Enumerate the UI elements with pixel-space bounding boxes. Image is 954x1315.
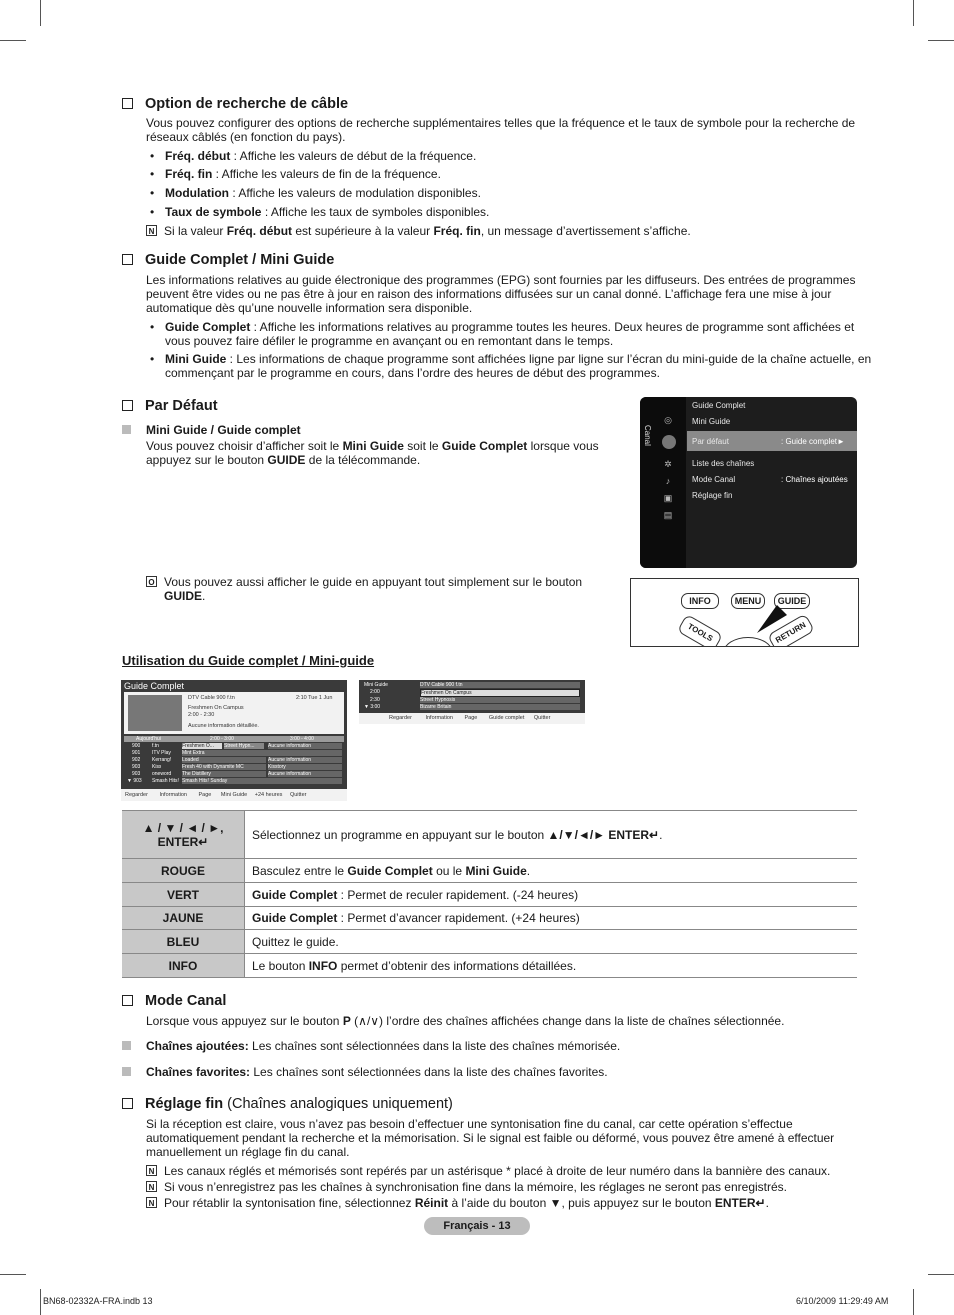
checkbox-icon [122, 1098, 133, 1109]
program-detail: Aucune information détaillée. [188, 723, 259, 729]
key-label: JAUNE [122, 907, 245, 930]
table-row[interactable]: 903 oneword The Distillery Aucune information [124, 771, 344, 777]
list-item[interactable]: ▼ 3:00 Bizarre Britain [362, 704, 582, 710]
list-item: • Modulation : Affiche les valeurs de modulation disponibles. [150, 186, 873, 200]
return-button[interactable]: RETURN [767, 613, 815, 647]
list-item: • Taux de symbole : Affiche les taux de symboles disponibles. [150, 205, 873, 219]
cable-intro: Vous pouvez configurer des options de recherche supplémentaires telles que la fréquence et le taux de symbole pour la recherche de réseaux câblés (en fonction du pays). [146, 116, 856, 144]
file-name: BN68-02332A-FRA.indb 13 [43, 1296, 153, 1306]
channel-name: DTV Cable 900 f.tn [188, 695, 235, 701]
menu-value: : Chaînes ajoutées [781, 475, 848, 484]
mini-guide-screen [359, 680, 585, 724]
picture-icon: ▣ [663, 493, 673, 503]
key-label: VERT [122, 883, 245, 907]
note: O Vous pouvez aussi afficher le guide en appuyant tout simplement sur le bouton GUIDE. [146, 575, 624, 603]
crop-mark [0, 40, 26, 41]
note: N Pour rétablir la syntonisation fine, sélectionnez Réinit à l’aide du bouton ▼, puis appuyez sur le bouton ENTER↵. [146, 1196, 876, 1210]
table-row [122, 811, 857, 859]
info-button[interactable]: INFO [681, 593, 719, 609]
key-description: Guide Complet : Permet de reculer rapidement. (-24 heures) [245, 883, 858, 907]
dpad-ring[interactable] [723, 637, 773, 647]
modecanal-intro: Lorsque vous appuyez sur le bouton P (∧/∨) l’ordre des chaînes affichées change dans la liste de chaînes sélectionnée. [146, 1014, 785, 1028]
key-label: ▲ / ▼ / ◄ / ►, ENTER↵ [122, 811, 245, 859]
section-title-guide: Guide Complet / Mini Guide [122, 252, 334, 268]
guide-footer: Regarder Information Page Guide complet Quitter [359, 713, 585, 724]
table-row[interactable]: 903 Kiss Fresh 40 with Dynamite MC Kisstory [124, 764, 344, 770]
menu-item[interactable]: Réglage fin [692, 491, 733, 500]
list-item: Chaînes favorites: Les chaînes sont sélectionnées dans la liste des chaînes favorites. [146, 1065, 608, 1079]
screen-title: Guide Complet [124, 681, 185, 691]
list-item: • Mini Guide : Les informations de chaque programme sont affichées ligne par ligne sur l’écran du mini-guide de la chaîne actuelle, en commençant par le programme en cours, dans l’ordre des heures de début des programmes. [150, 352, 873, 380]
pardefaut-text: Vous pouvez choisir d’afficher soit le Mini Guide soit le Guide Complet lorsque vous appuyez sur le bouton GUIDE de la télécommande. [146, 439, 599, 467]
section-title-modecanal: Mode Canal [122, 993, 226, 1009]
table-row[interactable]: 900 f.tn Freshmen O... Street Hypn... Aucune information [124, 743, 344, 749]
print-date: 6/10/2009 11:29:49 AM [796, 1296, 889, 1306]
square-bullet-icon [122, 425, 131, 434]
program-time: 2:00 - 2:30 [188, 712, 215, 718]
list-item: • Fréq. début : Affiche les valeurs de début de la fréquence. [150, 149, 873, 163]
setup-icon: ✲ [664, 459, 672, 469]
pardefaut-subtitle: Mini Guide / Guide complet [146, 423, 301, 437]
guide-footer: Regarder Information Page Mini Guide +24 heures Quitter [121, 789, 347, 801]
square-bullet-icon [122, 1067, 131, 1076]
reglage-intro: Si la réception est claire, vous n’avez pas besoin d’effectuer une syntonisation fine du canal, car cette opération s’effectue automatiquement pendant la recherche et la mémorisation. Si le signal est faible ou déformé, vous pouvez être amené à effectuer manuellement un réglage fin du canal. [146, 1117, 835, 1159]
table-row[interactable]: 902 Kerrang! Loaded Aucune information [124, 757, 344, 763]
key-label: INFO [122, 954, 245, 978]
note-icon: N [146, 1197, 157, 1208]
note-icon: O [146, 576, 157, 587]
checkbox-icon [122, 98, 133, 109]
page-number: Français - 13 [424, 1217, 530, 1235]
tools-button[interactable]: TOOLS [677, 614, 723, 647]
table-row[interactable]: 901 ITV Play Mint Extra [124, 750, 344, 756]
menu-sidebar [640, 397, 686, 568]
list-item[interactable]: 2:30 Street Hypnosis [362, 697, 582, 703]
preview-thumbnail [128, 695, 182, 731]
key-description: Basculez entre le Guide Complet ou le Mini Guide. [245, 859, 858, 883]
note: N Les canaux réglés et mémorisés sont repérés par un astérisque * placé à droite de leur numéro dans la bannière des canaux. [146, 1164, 876, 1178]
crop-mark [913, 1289, 914, 1315]
crop-mark [0, 1274, 26, 1275]
key-label: BLEU [122, 930, 245, 954]
key-description: Le bouton INFO permet d’obtenir des informations détaillées. [245, 954, 858, 978]
table-row [122, 907, 857, 930]
guide-button[interactable]: GUIDE [774, 593, 810, 609]
table-row[interactable]: ▼ 903 Smash Hits! Smash Hits! Sunday [124, 778, 344, 784]
table-row [122, 859, 857, 883]
key-description: Guide Complet : Permet d’avancer rapidement. (+24 heures) [245, 907, 858, 930]
table-row [122, 954, 857, 978]
menu-side-label: Canal [643, 425, 652, 446]
mini-guide-header: Mini Guide DTV Cable 900 f.tn [362, 682, 582, 688]
usage-title: Utilisation du Guide complet / Mini-guide [122, 653, 375, 668]
guide-intro: Les informations relatives au guide électronique des programmes (EPG) sont fournies par les diffuseurs. Des entrées de programmes peuvent être vides ou ne pas être à jour en raison des informations diffusées sur un canal donné. L’affichage fera une mise à jour automatique dès qu’une nouvelle information sera disponible. [146, 273, 856, 315]
menu-item[interactable]: Guide Complet [692, 401, 746, 410]
remote-illustration [630, 578, 859, 647]
key-table [122, 810, 857, 978]
datetime: 2:10 Tue 1 Jun [296, 695, 333, 701]
guide-complet-screen [121, 680, 347, 801]
square-bullet-icon [122, 1041, 131, 1050]
list-item: • Guide Complet : Affiche les informations relatives au programme toutes les heures. Deux heures de programme sont affichées et vous pouvez faire défiler le programme en avançant ou en remontant dans le temps. [150, 320, 873, 348]
note: N Si la valeur Fréq. début est supérieure à la valeur Fréq. fin, un message d’avertissement s’affiche. [146, 224, 876, 238]
checkbox-icon [122, 254, 133, 265]
section-title-pardefaut: Par Défaut [122, 398, 218, 414]
list-item: Chaînes ajoutées: Les chaînes sont sélectionnées dans la liste des chaînes mémorisée. [146, 1039, 621, 1053]
channel-icon [662, 435, 676, 449]
menu-item[interactable]: Mode Canal [692, 475, 736, 484]
program-info-panel [124, 692, 344, 734]
note-icon: N [146, 1165, 157, 1176]
note-icon: N [146, 1181, 157, 1192]
section-title-cable: Option de recherche de câble [122, 96, 348, 112]
table-row [122, 883, 857, 907]
key-description: Quittez le guide. [245, 930, 858, 954]
crop-mark [40, 0, 41, 26]
key-description: Sélectionnez un programme en appuyant sur le bouton ▲/▼/◄/► ENTER↵. [245, 811, 858, 859]
menu-button[interactable]: MENU [731, 593, 765, 609]
menu-value: : Guide complet► [781, 437, 845, 446]
note-icon: N [146, 225, 157, 236]
crop-mark [928, 1274, 954, 1275]
key-label: ROUGE [122, 859, 245, 883]
time-header-row: Aujourd'hui 2:00 - 3:00 3:00 - 4:00 [124, 736, 344, 742]
checkbox-icon [122, 995, 133, 1006]
crop-mark [928, 40, 954, 41]
checkbox-icon [122, 400, 133, 411]
list-item[interactable]: 2:00 Freshmen On Campus [362, 689, 582, 695]
crop-mark [913, 0, 914, 26]
app-icon: ▤ [663, 510, 673, 520]
input-icon: ◎ [664, 415, 672, 425]
menu-item-selected[interactable]: Par défaut [692, 437, 729, 446]
note: N Si vous n’enregistrez pas les chaînes à synchronisation fine dans la mémoire, les réglages ne seront pas enregistrés. [146, 1180, 876, 1194]
section-title-reglage: Réglage fin (Chaînes analogiques uniquement) [122, 1096, 453, 1112]
table-row [122, 930, 857, 954]
list-item: • Fréq. fin : Affiche les valeurs de fin de la fréquence. [150, 167, 873, 181]
sound-icon: ♪ [665, 476, 671, 486]
menu-item[interactable]: Mini Guide [692, 417, 731, 426]
tv-menu-screenshot [640, 397, 857, 568]
menu-item[interactable]: Liste des chaînes [692, 459, 755, 468]
program-title: Freshmen On Campus [188, 705, 244, 711]
crop-mark [40, 1289, 41, 1315]
